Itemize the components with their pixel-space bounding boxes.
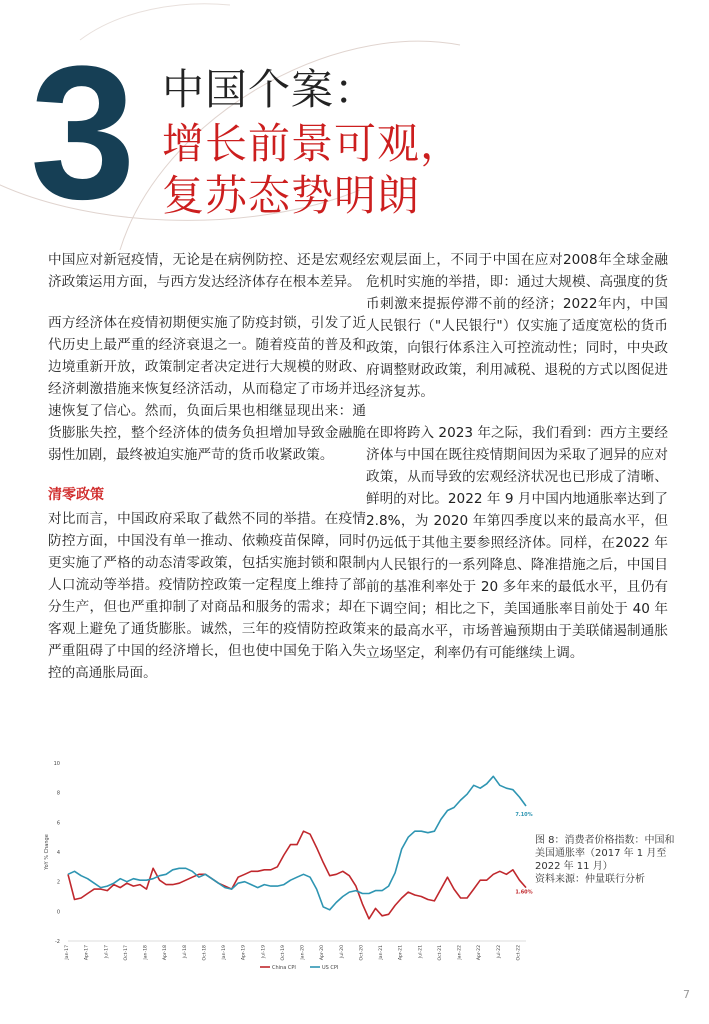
x-tick-label: Jul-18 bbox=[182, 945, 188, 959]
x-tick-label: Jan-17 bbox=[65, 945, 70, 960]
x-tick-label: Oct-21 bbox=[437, 945, 443, 961]
section-heading: 清零政策 bbox=[48, 487, 104, 503]
x-tick-label: Jan-21 bbox=[379, 945, 385, 960]
page-number: 7 bbox=[683, 988, 690, 1001]
x-tick-label: Apr-21 bbox=[398, 945, 404, 961]
y-tick-label: 2 bbox=[56, 879, 60, 886]
x-tick-label: Apr-19 bbox=[241, 945, 247, 961]
x-tick-label: Jan-22 bbox=[457, 945, 463, 960]
x-tick-label: Jul-22 bbox=[496, 945, 502, 959]
right-column bbox=[366, 249, 668, 683]
x-tick-label: Oct-20 bbox=[359, 945, 365, 961]
x-tick-label: Jul-20 bbox=[339, 945, 345, 959]
x-tick-label: Apr-20 bbox=[320, 945, 326, 961]
legend-label: US CPI bbox=[322, 965, 339, 971]
x-tick-label: Apr-18 bbox=[163, 945, 169, 961]
paragraph: 中国应对新冠疫情，无论是在病例防控、还是宏观经济政策运用方面，与西方发达经济体存在根本差异。 bbox=[48, 252, 366, 290]
x-tick-label: Jan-19 bbox=[222, 945, 228, 960]
chapter-title-line2 bbox=[162, 118, 463, 222]
chapter-title-line1: 中国个案： bbox=[162, 65, 378, 114]
x-tick-label: Apr-17 bbox=[84, 945, 90, 961]
x-tick-label: Jul-17 bbox=[104, 945, 110, 959]
chapter-number: 3 bbox=[30, 27, 132, 239]
paragraph: 西方经济体在疫情初期便实施了防疫封锁，引发了近代历史上最严重的经济衰退之一。随着疫苗的普及和边境重新开放，政策制定者决定进行大规模的财政、经济刺激措施来恢复经济活动，从而稳定了市场并迅速恢复了信心。然而，负面后果也相继显现出来：通货膨胀失控，整个经济体的债务负担增加导致金融脆弱性加剧，最终被迫实施严苛的货币收紧政策。 bbox=[48, 315, 366, 463]
y-tick-label: -2 bbox=[55, 939, 60, 945]
paragraph: 在即将跨入 2023 年之际，我们看到：西方主要经济体与中国在既往疫情期间因为采取了迥异的应对政策，从而导致的宏观经济状况也已形成了清晰、鲜明的对比。2022 年 9 月中国内地通胀率达到了2.8%，为 2020 年第四季度以来的最高水平，但仍远低于其他主要参照经济体。同样，在2022 年内人民银行的一系列降息、降准措施之后，中国目前的基准利率处于 20 多年来的最低水平，且仍有下调空间；相比之下，美国通胀率目前处于 40 年来的最高水平，市场普遍预期由于美联储遏制通胀立场坚定，利率仍有可能继续上调。 bbox=[366, 425, 668, 661]
left-column bbox=[48, 249, 366, 703]
paragraph: 对比而言，中国政府采取了截然不同的举措。在疫情防控方面，中国没有单一推动、依赖疫苗保障，同时更实施了严格的动态清零政策，包括实施封锁和限制人口流动等举措。疫情防控政策一定程度上维持了部分生产，但也严重抑制了对商品和服务的需求；却在客观上避免了通货膨胀。诚然，三年的疫情防控政策严重阻碍了中国的经济增长，但也使中国免于陷入失控的高通胀局面。 bbox=[48, 511, 366, 681]
x-tick-label: Jul-21 bbox=[418, 945, 424, 959]
x-tick-label: Oct-22 bbox=[516, 945, 522, 961]
x-tick-label: Jan-20 bbox=[300, 945, 306, 960]
figure-source: 资料来源：仲量联行分析 bbox=[535, 874, 645, 885]
end-value-label: 1.60% bbox=[515, 889, 533, 896]
chapter-title-line2-text: 增长前景可观， bbox=[162, 119, 464, 168]
x-tick-label: Oct-17 bbox=[123, 945, 129, 961]
x-tick-label: Jul-19 bbox=[261, 945, 267, 959]
paragraph: 宏观层面上，不同于中国在应对2008年全球金融危机时实施的举措，即：通过大规模、高强度的货币刺激来提振停滞不前的经济；2022年内，中国人民银行（"人民银行"）仅实施了适度宽松的货币政策，向银行体系注入可控流动性；同时，中央政府调整财政政策，利用减税、退税的方式以图促进经济复苏。 bbox=[366, 252, 668, 400]
cpi-line-chart bbox=[28, 755, 538, 975]
y-tick-label: 10 bbox=[53, 761, 60, 767]
chapter-title-line3-text: 复苏态势明朗 bbox=[162, 171, 421, 220]
end-value-label: 7.10% bbox=[515, 812, 533, 819]
y-tick-label: 4 bbox=[56, 850, 60, 856]
y-tick-label: 0 bbox=[56, 909, 60, 916]
y-tick-label: 8 bbox=[56, 790, 60, 797]
y-axis-label: YoY % Change bbox=[44, 834, 50, 870]
x-tick-label: Oct-18 bbox=[202, 945, 208, 961]
figure-caption-block bbox=[535, 834, 675, 886]
legend-label: China CPI bbox=[272, 965, 296, 971]
y-tick-label: 6 bbox=[56, 820, 60, 827]
x-tick-label: Oct-19 bbox=[280, 945, 286, 961]
x-tick-label: Jan-18 bbox=[143, 945, 149, 960]
x-tick-label: Apr-22 bbox=[477, 945, 483, 961]
series-line-china-cpi bbox=[68, 831, 526, 919]
figure-caption: 图 8：消费者价格指数：中国和美国通胀率（2017 年 1 月至 2022 年 11 月） bbox=[535, 835, 675, 872]
